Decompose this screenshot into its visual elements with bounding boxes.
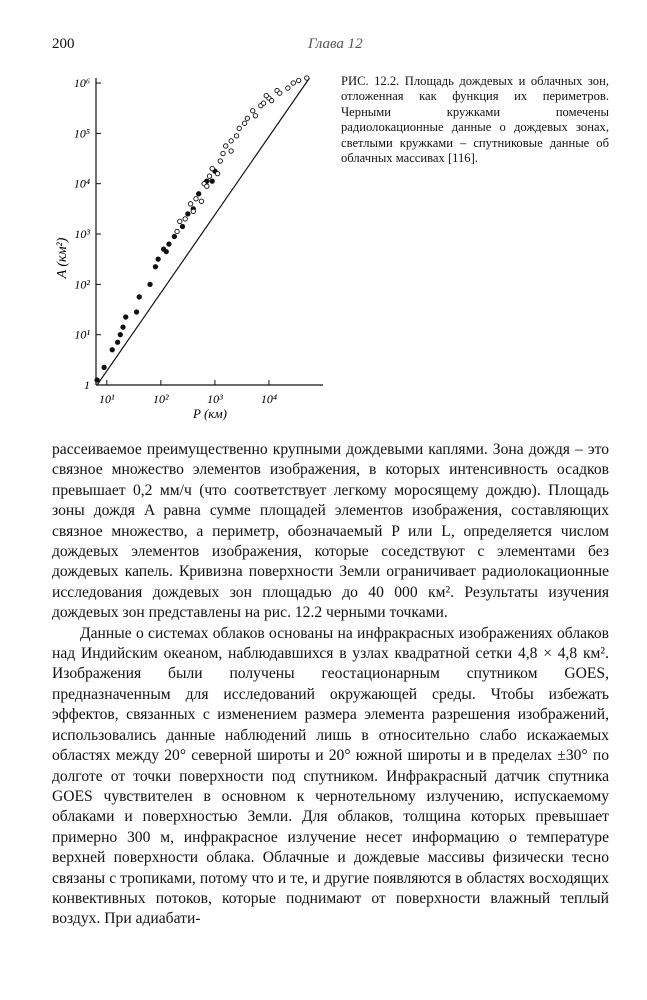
x-axis-label: P (км) — [193, 406, 227, 421]
y-tick-label: 10² — [74, 277, 90, 292]
chart-axes — [96, 78, 323, 385]
satellite-point — [251, 109, 255, 113]
chapter-title: Глава 12 — [308, 36, 363, 52]
radar-point — [153, 265, 157, 269]
satellite-point — [229, 139, 233, 143]
satellite-point — [237, 126, 241, 130]
satellite-point — [245, 116, 249, 120]
radar-point — [102, 365, 106, 369]
radar-point — [156, 257, 160, 261]
radar-point — [148, 282, 152, 286]
satellite-point — [205, 184, 209, 188]
chart-ticks — [74, 76, 277, 406]
satellite-point — [215, 171, 219, 175]
radar-point — [110, 348, 114, 352]
satellite-point — [286, 86, 290, 90]
satellite-point — [194, 197, 198, 201]
x-tick-label: 10² — [153, 392, 169, 406]
satellite-point — [253, 114, 257, 118]
satellite-point — [199, 199, 203, 203]
satellite-point — [264, 93, 268, 97]
y-axis-label: A (км²) — [55, 237, 70, 279]
satellite-point — [229, 149, 233, 153]
satellite-point — [183, 217, 187, 221]
chart-fit-line — [97, 78, 309, 385]
radar-point — [137, 295, 141, 299]
radar-point — [124, 315, 128, 319]
radar-point — [95, 378, 99, 382]
y-tick-label: 10⁶ — [73, 76, 90, 91]
fit-line — [97, 78, 309, 385]
radar-point — [180, 224, 184, 228]
body-text — [52, 440, 609, 930]
x-tick-label: 10³ — [207, 392, 223, 406]
satellite-point — [188, 202, 192, 206]
figure-caption: РИС. 12.2. Площадь дождевых и облачных зон, отложенная как функция их периметров. Черными кружками помечены радиолокационные данные о дождевых зонах, светлыми кружками – спутниковые данные об облачных массивах [116]. — [341, 74, 609, 166]
satellite-point — [261, 101, 265, 105]
y-tick-label: 10³ — [74, 227, 90, 242]
paragraph-1: рассеиваемое преимущественно крупными дождевыми каплями. Зона дождя – это связное множество элементов изображения, в которых интенсивность осадков превышает 0,2 мм/ч (что соответствует легкому моросящему дождю). Площадь зоны дождя A равна сумме площадей элементов изображения, составляющих связное множество, а периметр, обозначаемый P или L, определяется числом дождевых элементов изображения, которые соседствуют с элементами без дождевых капель. Кривизна поверхности Земли ограничивает радиолокационные исследования дождевых зон площадью до 40 000 км². Результаты изучения дождевых зон представлены на рис. 12.2 черными точками. — [52, 441, 609, 622]
satellite-point — [191, 209, 195, 213]
page-number: 200 — [52, 36, 75, 52]
y-tick-label: 10¹ — [74, 327, 90, 342]
x-tick-label: 10¹ — [99, 392, 115, 406]
satellite-point — [210, 166, 214, 170]
radar-point — [186, 212, 190, 216]
radar-point — [121, 325, 125, 329]
y-tick-label: 10⁴ — [73, 176, 90, 191]
radar-point — [134, 310, 138, 314]
y-tick-label: 10⁵ — [73, 126, 90, 141]
satellite-point — [291, 81, 295, 85]
x-tick-label: 10⁴ — [260, 392, 278, 406]
radar-point — [210, 179, 214, 183]
satellite-point — [296, 78, 300, 82]
satellite-point — [269, 98, 273, 102]
chart-points — [95, 76, 309, 382]
area-perimeter-chart — [48, 70, 338, 430]
satellite-point — [178, 219, 182, 223]
satellite-point — [305, 76, 309, 80]
satellite-point — [234, 134, 238, 138]
radar-point — [172, 234, 176, 238]
radar-point — [196, 192, 200, 196]
satellite-point — [218, 159, 222, 163]
satellite-point — [175, 229, 179, 233]
radar-point — [118, 332, 122, 336]
radar-point — [164, 249, 168, 253]
satellite-point — [221, 151, 225, 155]
satellite-point — [224, 144, 228, 148]
satellite-point — [207, 174, 211, 178]
paragraph-2: Данные о системах облаков основаны на инфракрасных изображениях облаков над Индийским океаном, наблюдавшихся в узлах квадратной сетки 4,8 × 4,8 км². Изображения были получены геостационарным спутником GOES, предназначенным для исследований окружающей среды. Чтобы избежать эффектов, связанных с изменением размера элемента разрешения изображений, использовались данные наблюдений лишь в относительно слабо искажаемых областях между 20° северной широты и 20° южной широты и в пределах ±30° по долготе от точки поверхности под спутником. Инфракрасный датчик спутника GOES чувствителен в основном к чернотельному излучению, испускаемому облаками и поверхностью Земли. Для облаков, толщина которых превышает примерно 300 м, инфракрасное излучение несет информацию о температуре верхней поверхности облака. Облачные и дождевые массивы физически тесно связаны с тропиками, потому что и те, и другие появляются в областях восходящих конвективных потоков, которые поднимают от поверхности влажный теплый воздух. При адиабати- — [52, 624, 609, 928]
satellite-point — [278, 91, 282, 95]
y-tick-label: 1 — [84, 378, 90, 392]
radar-point — [167, 242, 171, 246]
satellite-point — [242, 121, 246, 125]
radar-point — [115, 340, 119, 344]
